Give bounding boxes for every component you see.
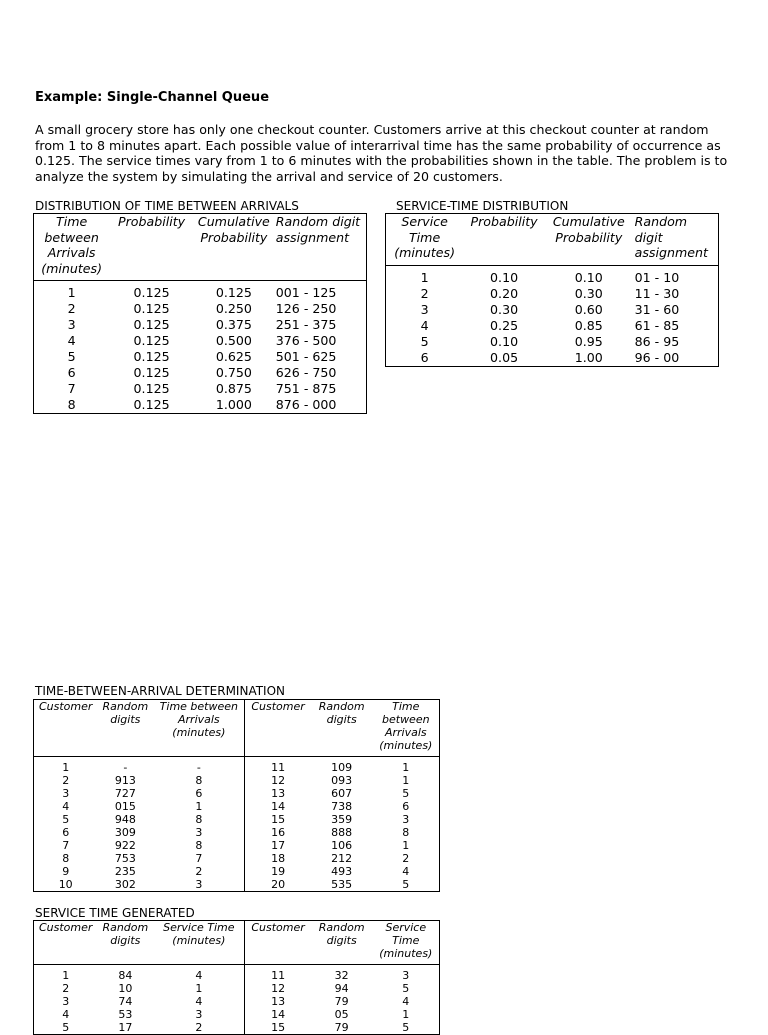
- table-cell: 12: [271, 774, 286, 787]
- table-cell: 3: [62, 995, 70, 1008]
- page-title: Example: Single-Channel Queue: [35, 90, 270, 105]
- header-cell: Random digits: [97, 700, 153, 757]
- table-cell: 4: [153, 995, 245, 1008]
- table-cell: 6: [402, 800, 410, 813]
- table-cell: -: [153, 757, 245, 775]
- service-dist-table: [385, 213, 719, 367]
- table-cell: 18: [271, 852, 286, 865]
- table-cell: 14: [271, 800, 286, 813]
- table-row: [34, 757, 440, 775]
- intro-paragraph: A small grocery store has only one checkout counter. Customers arrive at this checkout counter at random from 1 to 8 minutes apart. Each possible value of interarrival time has the same probability of occurrence as 0.125. The service times vary from 1 to 6 minutes with the probabilities shown in the table. The problem is to analyze the system by simulating the arrival and service of 20 customers.: [35, 122, 728, 184]
- header-cell: Time between Arrivals (minutes): [34, 214, 110, 281]
- table-row: [34, 349, 367, 365]
- table-cell: 5: [62, 1021, 70, 1034]
- table-cell: 1: [153, 800, 245, 813]
- table-cell: 0.250: [215, 301, 252, 316]
- table-cell: 727: [114, 787, 136, 800]
- table-cell: 1: [402, 839, 410, 852]
- table-cell: 5: [420, 333, 429, 349]
- table-row: [386, 334, 719, 350]
- arrival-dist-caption: DISTRIBUTION OF TIME BETWEEN ARRIVALS: [35, 199, 299, 213]
- table-cell: 626 - 750: [275, 365, 337, 380]
- table-cell: 4: [153, 965, 245, 983]
- table-row: [34, 982, 440, 995]
- header-cell: Time between Arrivals (minutes): [373, 700, 440, 757]
- table-cell: 0.05: [490, 349, 519, 365]
- table-cell: 0.125: [133, 365, 170, 380]
- table-cell: 1.000: [215, 397, 252, 412]
- table-cell: 0.95: [574, 333, 603, 349]
- table-cell: 31 - 60: [634, 301, 680, 317]
- header-cell: Customer: [34, 921, 98, 965]
- table-cell: 6: [153, 787, 245, 800]
- table-row: [34, 281, 367, 302]
- table-cell: 32: [334, 969, 349, 982]
- header-cell: Time between Arrivals (minutes): [153, 700, 245, 757]
- table-cell: 212: [331, 852, 353, 865]
- table-row: [34, 1008, 440, 1021]
- table-cell: 3: [402, 813, 410, 826]
- table-cell: 0.875: [215, 381, 252, 396]
- service-gen-table: [33, 920, 440, 1035]
- table-cell: 0.500: [215, 333, 252, 348]
- table-cell: 11: [271, 761, 286, 774]
- table-cell: 14: [271, 1008, 286, 1021]
- table-cell: 6: [62, 826, 70, 839]
- table-cell: 0.30: [490, 301, 519, 317]
- header-cell: Service Time (minutes): [373, 921, 440, 965]
- header-cell: Random digits: [97, 921, 153, 965]
- table-cell: 535: [331, 878, 353, 891]
- table-cell: 376 - 500: [275, 333, 337, 348]
- table-cell: 0.125: [215, 285, 252, 300]
- header-cell: Cumulative Probability: [545, 214, 633, 266]
- table-row: [34, 301, 367, 317]
- table-cell: 13: [271, 995, 286, 1008]
- header-cell: Cumulative Probability: [194, 214, 274, 281]
- header-cell: Service Time (minutes): [386, 214, 464, 266]
- table-cell: -: [123, 761, 128, 774]
- table-cell: 109: [331, 761, 353, 774]
- table-cell: 79: [334, 995, 349, 1008]
- table-row: [386, 265, 719, 286]
- table-cell: 5: [62, 813, 70, 826]
- table-cell: 3: [153, 878, 245, 892]
- table-cell: 738: [331, 800, 353, 813]
- header-cell: Probability: [109, 214, 194, 281]
- table-row: [34, 965, 440, 983]
- table-cell: 0.125: [133, 333, 170, 348]
- table-cell: 0.125: [133, 301, 170, 316]
- table-cell: 16: [271, 826, 286, 839]
- table-cell: 8: [62, 852, 70, 865]
- table-cell: 5: [402, 787, 410, 800]
- table-cell: 3: [62, 787, 70, 800]
- table-cell: 2: [67, 301, 76, 316]
- table-cell: 0.30: [574, 285, 603, 301]
- table-cell: 2: [402, 852, 410, 865]
- header-cell: Customer: [34, 700, 98, 757]
- table-cell: 8: [153, 813, 245, 826]
- table-cell: 4: [62, 800, 70, 813]
- service-gen-caption: SERVICE TIME GENERATED: [35, 906, 195, 920]
- table-row: [386, 318, 719, 334]
- table-cell: 607: [331, 787, 353, 800]
- table-cell: 4: [402, 995, 410, 1008]
- table-cell: 3: [402, 969, 410, 982]
- header-cell: Customer: [245, 921, 311, 965]
- table-cell: 753: [114, 852, 136, 865]
- table-cell: 751 - 875: [275, 381, 337, 396]
- table-cell: 0.125: [133, 397, 170, 412]
- table-row: [34, 826, 440, 839]
- header-cell: Customer: [245, 700, 311, 757]
- service-dist-caption: SERVICE-TIME DISTRIBUTION: [396, 199, 569, 213]
- table-row: [34, 1021, 440, 1035]
- table-row: [34, 397, 367, 414]
- table-cell: 501 - 625: [275, 349, 337, 364]
- table-cell: 093: [331, 774, 353, 787]
- table-cell: 8: [153, 774, 245, 787]
- table-cell: 19: [271, 865, 286, 878]
- table-cell: 13: [271, 787, 286, 800]
- table-row: [34, 995, 440, 1008]
- table-cell: 1: [420, 269, 429, 285]
- table-cell: 7: [62, 839, 70, 852]
- table-cell: 251 - 375: [275, 317, 337, 332]
- table-cell: 94: [334, 982, 349, 995]
- table-cell: 79: [334, 1021, 349, 1034]
- table-cell: 6: [420, 349, 429, 365]
- table-cell: 235: [114, 865, 136, 878]
- table-cell: 5: [402, 1021, 410, 1034]
- table-cell: 2: [153, 1021, 245, 1035]
- table-cell: 17: [271, 839, 286, 852]
- table-cell: 3: [67, 317, 76, 332]
- table-cell: 74: [118, 995, 133, 1008]
- table-cell: 0.85: [574, 317, 603, 333]
- table-cell: 61 - 85: [634, 317, 680, 333]
- table-row: [34, 878, 440, 892]
- table-cell: 01 - 10: [634, 269, 680, 285]
- table-cell: 913: [114, 774, 136, 787]
- table-row: [34, 813, 440, 826]
- table-cell: 4: [62, 1008, 70, 1021]
- table-cell: 1: [153, 982, 245, 995]
- table-cell: 3: [153, 1008, 245, 1021]
- table-cell: 84: [118, 969, 133, 982]
- header-cell: Random digit assignment: [274, 214, 367, 281]
- table-cell: 1.00: [574, 349, 603, 365]
- table-row: [34, 774, 440, 787]
- arrival-det-table: [33, 699, 440, 892]
- table-cell: 876 - 000: [275, 397, 337, 412]
- table-row: [34, 839, 440, 852]
- table-cell: 1: [402, 774, 410, 787]
- table-cell: 922: [114, 839, 136, 852]
- table-cell: 0.375: [215, 317, 252, 332]
- table-cell: 5: [67, 349, 76, 364]
- table-cell: 2: [420, 285, 429, 301]
- table-cell: 0.20: [490, 285, 519, 301]
- table-cell: 15: [271, 813, 286, 826]
- table-cell: 10: [118, 982, 133, 995]
- table-row: [386, 302, 719, 318]
- table-row: [34, 333, 367, 349]
- table-cell: 0.750: [215, 365, 252, 380]
- table-cell: 3: [153, 826, 245, 839]
- header-cell: Random digit assignment: [633, 214, 719, 266]
- table-cell: 7: [153, 852, 245, 865]
- table-cell: 0.25: [490, 317, 519, 333]
- table-cell: 5: [402, 982, 410, 995]
- table-cell: 15: [271, 1021, 286, 1034]
- table-row: [34, 365, 367, 381]
- table-cell: 309: [114, 826, 136, 839]
- table-cell: 96 - 00: [634, 349, 680, 365]
- table-cell: 1: [62, 969, 70, 982]
- table-cell: 6: [67, 365, 76, 380]
- table-cell: 359: [331, 813, 353, 826]
- table-row: [34, 852, 440, 865]
- table-cell: 53: [118, 1008, 133, 1021]
- arrival-det-caption: TIME-BETWEEN-ARRIVAL DETERMINATION: [35, 684, 286, 698]
- table-cell: 106: [331, 839, 353, 852]
- table-cell: 8: [67, 397, 76, 412]
- header-cell: Random digits: [311, 700, 373, 757]
- table-row: [34, 317, 367, 333]
- table-cell: 7: [67, 381, 76, 396]
- table-cell: 12: [271, 982, 286, 995]
- table-cell: 3: [420, 301, 429, 317]
- arrival-dist-table: [33, 213, 367, 414]
- table-cell: 20: [271, 878, 286, 891]
- table-cell: 11 - 30: [634, 285, 680, 301]
- table-cell: 2: [62, 982, 70, 995]
- table-cell: 0.125: [133, 349, 170, 364]
- table-cell: 1: [62, 761, 70, 774]
- table-cell: 001 - 125: [275, 285, 337, 300]
- table-cell: 1: [402, 1008, 410, 1021]
- table-cell: 9: [62, 865, 70, 878]
- table-row: [386, 350, 719, 367]
- table-cell: 5: [402, 878, 410, 891]
- table-cell: 948: [114, 813, 136, 826]
- table-cell: 0.10: [490, 333, 519, 349]
- table-cell: 015: [114, 800, 136, 813]
- table-row: [386, 286, 719, 302]
- table-cell: 8: [402, 826, 410, 839]
- table-cell: 0.125: [133, 317, 170, 332]
- table-cell: 86 - 95: [634, 333, 680, 349]
- table-cell: 4: [67, 333, 76, 348]
- table-cell: 1: [402, 761, 410, 774]
- table-cell: 0.125: [133, 381, 170, 396]
- table-row: [34, 787, 440, 800]
- table-cell: 0.10: [574, 269, 603, 285]
- table-cell: 8: [153, 839, 245, 852]
- table-row: [34, 381, 367, 397]
- header-cell: Service Time (minutes): [153, 921, 245, 965]
- table-cell: 05: [334, 1008, 349, 1021]
- table-cell: 2: [153, 865, 245, 878]
- table-cell: 4: [420, 317, 429, 333]
- table-row: [34, 865, 440, 878]
- table-cell: 2: [62, 774, 70, 787]
- table-cell: 11: [271, 969, 286, 982]
- table-cell: 0.125: [133, 285, 170, 300]
- table-cell: 1: [67, 285, 76, 300]
- table-cell: 0.60: [574, 301, 603, 317]
- table-cell: 0.625: [215, 349, 252, 364]
- table-cell: 493: [331, 865, 353, 878]
- table-cell: 10: [58, 878, 73, 891]
- table-cell: 888: [331, 826, 353, 839]
- header-cell: Probability: [463, 214, 545, 266]
- table-cell: 17: [118, 1021, 133, 1034]
- table-row: [34, 800, 440, 813]
- header-cell: Random digits: [311, 921, 373, 965]
- table-cell: 0.10: [490, 269, 519, 285]
- table-cell: 4: [402, 865, 410, 878]
- table-cell: 126 - 250: [275, 301, 337, 316]
- table-cell: 302: [114, 878, 136, 891]
